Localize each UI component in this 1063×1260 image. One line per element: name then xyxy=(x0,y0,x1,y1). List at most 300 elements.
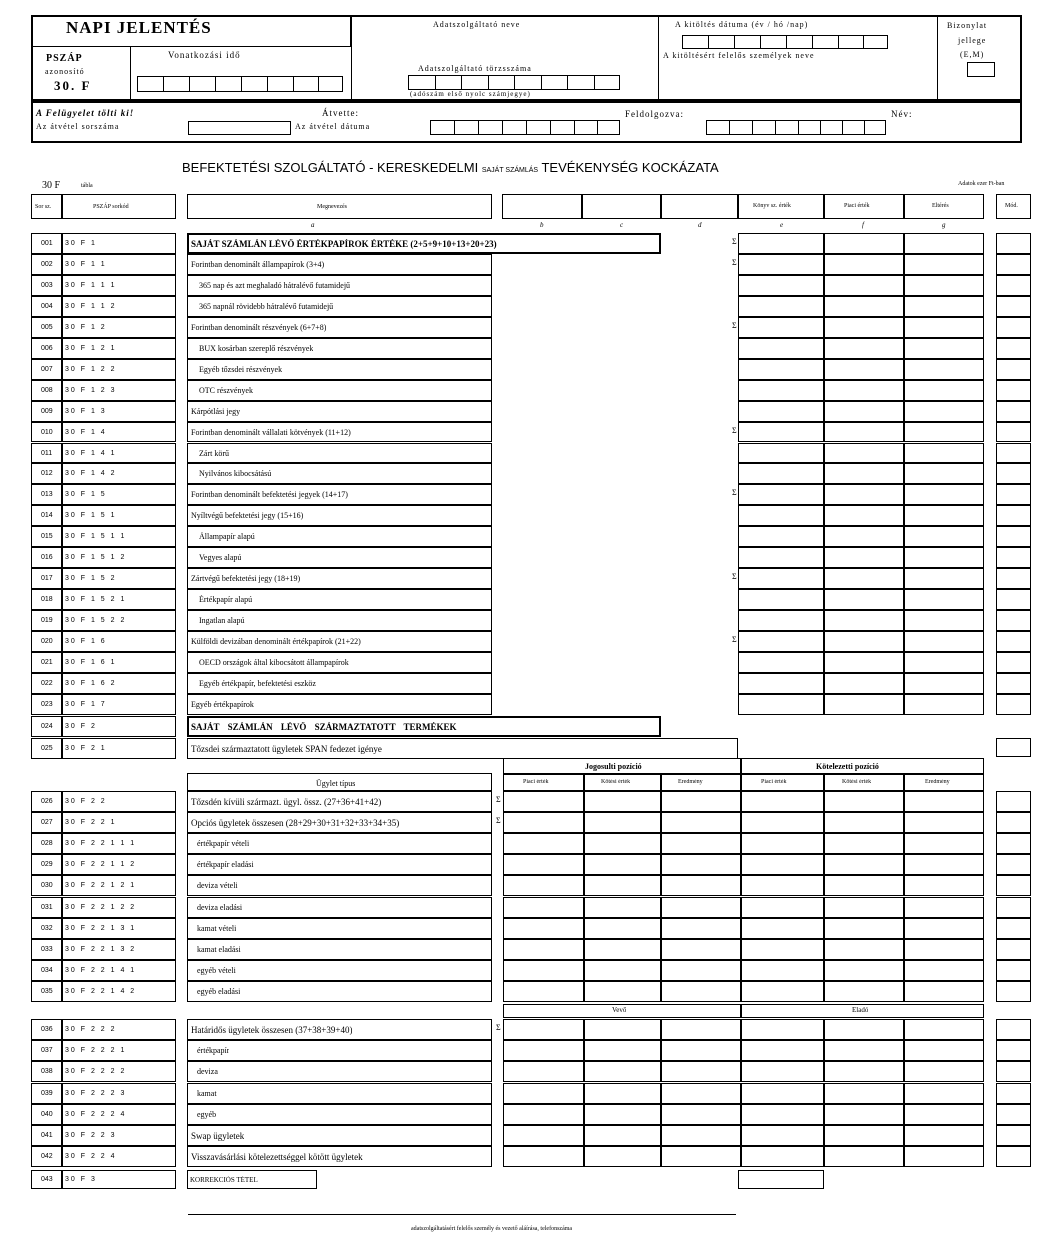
mod-input[interactable] xyxy=(996,812,1031,833)
sub-header-label: Piaci érték xyxy=(523,779,549,785)
elteres-input[interactable] xyxy=(904,484,984,505)
value-input[interactable] xyxy=(584,875,661,896)
row-number: 037 xyxy=(41,1047,53,1055)
mod-input[interactable] xyxy=(996,1061,1031,1082)
row-code: 30 F 2 2 2 3 xyxy=(65,1089,127,1097)
value-input[interactable] xyxy=(904,897,984,918)
piaci-ertek-input[interactable] xyxy=(824,401,904,422)
value-input[interactable] xyxy=(503,875,584,896)
value-input[interactable] xyxy=(503,1040,584,1061)
mod-input[interactable] xyxy=(996,897,1031,918)
mod-input[interactable] xyxy=(996,960,1031,981)
value-input[interactable] xyxy=(584,1083,661,1104)
mod-input[interactable] xyxy=(996,1146,1031,1167)
value-input[interactable] xyxy=(503,1146,584,1167)
row-label-cell xyxy=(187,1104,492,1125)
piaci-ertek-input[interactable] xyxy=(824,422,904,443)
value-input[interactable] xyxy=(584,833,661,854)
value-input[interactable] xyxy=(824,833,904,854)
value-input[interactable] xyxy=(904,1146,984,1167)
row-label: Forintban denominált részvények (6+7+8) xyxy=(191,322,327,332)
mod-input[interactable] xyxy=(996,1125,1031,1146)
value-input[interactable] xyxy=(584,1061,661,1082)
value-input[interactable] xyxy=(741,897,824,918)
row-label-cell xyxy=(187,1061,492,1082)
konyv-ertek-input[interactable] xyxy=(738,254,824,275)
value-input[interactable] xyxy=(904,981,984,1002)
value-input[interactable] xyxy=(584,1125,661,1146)
konyv-ertek-input[interactable] xyxy=(738,673,824,694)
mod-input[interactable] xyxy=(996,1083,1031,1104)
kotelezetti-label: Kötelezetti pozíció xyxy=(816,762,879,771)
value-input[interactable] xyxy=(661,875,741,896)
value-input[interactable] xyxy=(904,1104,984,1125)
row-label: Határidős ügyletek összesen (37+38+39+40) xyxy=(191,1025,353,1035)
value-input[interactable] xyxy=(824,939,904,960)
piaci-ertek-input[interactable] xyxy=(824,254,904,275)
value-input[interactable] xyxy=(503,981,584,1002)
sigma-mark: Σ xyxy=(732,425,737,435)
value-input[interactable] xyxy=(824,918,904,939)
value-input[interactable] xyxy=(904,791,984,812)
value-input[interactable] xyxy=(661,1125,741,1146)
row-number: 013 xyxy=(41,491,53,499)
row-code: 30 F 1 5 1 xyxy=(65,512,117,520)
atvetel-datuma-cells[interactable] xyxy=(430,120,620,135)
value-input[interactable] xyxy=(824,1083,904,1104)
jellege-label: jellege xyxy=(958,36,987,45)
value-input[interactable] xyxy=(584,1040,661,1061)
sub-header-label: Kötési érték xyxy=(601,779,631,785)
value-input[interactable] xyxy=(824,1040,904,1061)
value-input[interactable] xyxy=(741,1104,824,1125)
value-input[interactable] xyxy=(741,875,824,896)
row-number: 038 xyxy=(41,1068,53,1076)
row-number: 027 xyxy=(41,819,53,827)
value-input[interactable] xyxy=(503,1061,584,1082)
value-input[interactable] xyxy=(503,833,584,854)
column-letter: e xyxy=(780,221,784,229)
mod-input[interactable] xyxy=(996,568,1031,589)
torzsszam-label: Adatszolgáltató törzsszáma xyxy=(418,64,532,73)
row-code: 30 F 1 6 xyxy=(65,638,107,646)
value-input[interactable] xyxy=(824,1125,904,1146)
row-code: 30 F 1 3 xyxy=(65,407,107,415)
elteres-input[interactable] xyxy=(904,359,984,380)
row-label: Egyéb tőzsdei részvények xyxy=(199,364,283,374)
row-label: Visszavásárlási kötelezettséggel kötött ügyletek xyxy=(191,1152,363,1163)
elteres-input[interactable] xyxy=(904,463,984,484)
elteres-input[interactable] xyxy=(904,547,984,568)
sigma-mark: Σ xyxy=(732,635,737,645)
value-input[interactable] xyxy=(741,1040,824,1061)
value-input[interactable] xyxy=(661,791,741,812)
value-input[interactable] xyxy=(503,1019,584,1040)
mod-input[interactable] xyxy=(996,833,1031,854)
konyv-ertek-input[interactable] xyxy=(738,610,824,631)
signature-line xyxy=(188,1214,736,1215)
feldolgozva-label: Feldolgozva: xyxy=(625,109,684,119)
kitoltes-datuma-label: A kitöltés dátuma (év / hó /nap) xyxy=(675,20,809,29)
value-input[interactable] xyxy=(741,939,824,960)
column-letter: c xyxy=(620,221,624,229)
value-input[interactable] xyxy=(661,960,741,981)
elteres-input[interactable] xyxy=(904,275,984,296)
row-code: 30 F 3 xyxy=(65,1176,97,1183)
konyv-ertek-input[interactable] xyxy=(738,505,824,526)
value-input[interactable] xyxy=(503,918,584,939)
elteres-input[interactable] xyxy=(904,631,984,652)
value-input[interactable] xyxy=(904,1125,984,1146)
felugyelet-label: A Felügyelet tölti ki! xyxy=(36,108,135,118)
konyv-ertek-input[interactable] xyxy=(738,401,824,422)
value-input[interactable] xyxy=(584,939,661,960)
row-code: 30 F 1 7 xyxy=(65,700,107,708)
row-label-cell xyxy=(187,1040,492,1061)
value-input[interactable] xyxy=(661,981,741,1002)
value-input[interactable] xyxy=(661,918,741,939)
konyv-ertek-input[interactable] xyxy=(738,275,824,296)
row-label: Egyéb értékpapírok xyxy=(191,699,254,709)
form-code: 30. F xyxy=(54,78,92,93)
value-input[interactable] xyxy=(824,791,904,812)
value-input[interactable] xyxy=(741,833,824,854)
mod-input[interactable] xyxy=(996,338,1031,359)
mod-input[interactable] xyxy=(996,981,1031,1002)
elado-label: Eladó xyxy=(852,1006,869,1014)
mod-input[interactable] xyxy=(996,791,1031,812)
value-input[interactable] xyxy=(741,1125,824,1146)
elteres-input[interactable] xyxy=(904,380,984,401)
mod-input[interactable] xyxy=(996,673,1031,694)
piaci-ertek-input[interactable] xyxy=(824,610,904,631)
elteres-input[interactable] xyxy=(904,254,984,275)
row-code: 30 F 1 2 1 xyxy=(65,344,117,352)
row-code: 30 F 1 6 1 xyxy=(65,659,117,666)
value-input[interactable] xyxy=(824,854,904,875)
konyv-ertek-input[interactable] xyxy=(738,443,824,464)
konyv-ertek-input[interactable] xyxy=(738,631,824,652)
piaci-ertek-input[interactable] xyxy=(824,296,904,317)
mod-input[interactable] xyxy=(996,317,1031,338)
mod-input[interactable] xyxy=(996,484,1031,505)
elteres-input[interactable] xyxy=(904,505,984,526)
value-input[interactable] xyxy=(741,1061,824,1082)
value-input[interactable] xyxy=(503,791,584,812)
konyv-ertek-input[interactable] xyxy=(738,380,824,401)
value-input[interactable] xyxy=(503,812,584,833)
mod-input[interactable] xyxy=(996,359,1031,380)
value-input[interactable] xyxy=(661,812,741,833)
value-input[interactable] xyxy=(741,812,824,833)
value-input[interactable] xyxy=(741,1019,824,1040)
mod-input[interactable] xyxy=(996,939,1031,960)
konyv-ertek-input[interactable] xyxy=(738,484,824,505)
col-header-c xyxy=(582,194,661,219)
row-number: 034 xyxy=(41,966,53,974)
report-title-part2: TEVÉKENYSÉG KOCKÁZATA xyxy=(541,160,719,175)
value-input[interactable] xyxy=(824,1104,904,1125)
mod-input[interactable] xyxy=(996,380,1031,401)
konyv-ertek-input[interactable] xyxy=(738,568,824,589)
row-code: 30 F 1 2 3 xyxy=(65,386,117,394)
mod-input[interactable] xyxy=(996,610,1031,631)
mod-input[interactable] xyxy=(996,631,1031,652)
value-input[interactable] xyxy=(824,1019,904,1040)
piaci-ertek-input[interactable] xyxy=(824,275,904,296)
konyv-ertek-input[interactable] xyxy=(738,296,824,317)
piaci-ertek-input[interactable] xyxy=(824,463,904,484)
row-label: Swap ügyletek xyxy=(191,1131,245,1141)
row-code: 30 F 1 1 1 xyxy=(65,281,117,289)
sub-header-label: Kötési érték xyxy=(842,779,872,785)
row-code: 30 F 1 5 1 2 xyxy=(65,554,127,562)
value-input[interactable] xyxy=(584,1019,661,1040)
mod-input[interactable] xyxy=(996,652,1031,673)
value-input[interactable] xyxy=(661,1146,741,1167)
row-label: 365 napnál rövidebb hátralévő futamidejű xyxy=(199,301,334,311)
mod-input[interactable] xyxy=(996,233,1031,254)
col-elteres-label: Eltérés xyxy=(932,203,949,209)
elteres-input[interactable] xyxy=(904,610,984,631)
column-letter: a xyxy=(311,221,315,229)
mod-input[interactable] xyxy=(996,275,1031,296)
value-input[interactable] xyxy=(661,1061,741,1082)
value-input[interactable] xyxy=(661,1019,741,1040)
value-input[interactable] xyxy=(584,960,661,981)
piaci-ertek-input[interactable] xyxy=(824,568,904,589)
piaci-ertek-input[interactable] xyxy=(824,338,904,359)
value-input[interactable] xyxy=(503,960,584,981)
konyv-ertek-input[interactable] xyxy=(738,463,824,484)
atvetel-sorszama-field[interactable] xyxy=(188,121,291,135)
value-input[interactable] xyxy=(904,1019,984,1040)
value-input[interactable] xyxy=(741,791,824,812)
table-word: tábla xyxy=(81,183,93,189)
jogosulti-label: Jogosulti pozíció xyxy=(585,762,642,771)
value-input[interactable] xyxy=(584,854,661,875)
value-input[interactable] xyxy=(904,960,984,981)
piaci-ertek-input[interactable] xyxy=(824,233,904,254)
mod-input[interactable] xyxy=(996,875,1031,896)
row-number: 012 xyxy=(41,470,53,478)
konyv-ertek-input[interactable] xyxy=(738,694,824,715)
mod-input[interactable] xyxy=(996,1104,1031,1125)
konyv-ertek-input[interactable] xyxy=(738,422,824,443)
kitoltes-datuma-cells[interactable] xyxy=(682,35,888,49)
elteres-input[interactable] xyxy=(904,317,984,338)
value-input[interactable] xyxy=(741,1083,824,1104)
value-input[interactable] xyxy=(741,960,824,981)
korrekcios-input[interactable] xyxy=(738,1170,824,1189)
row-code: 30 F 2 2 2 xyxy=(65,1026,117,1033)
value-input[interactable] xyxy=(824,875,904,896)
value-input[interactable] xyxy=(904,854,984,875)
mod-input[interactable] xyxy=(996,401,1031,422)
konyv-ertek-input[interactable] xyxy=(738,589,824,610)
mod-input[interactable] xyxy=(996,694,1031,715)
sigma-mark: Σ xyxy=(732,572,737,582)
report-title xyxy=(182,161,719,174)
value-input[interactable] xyxy=(661,1104,741,1125)
row-number: 003 xyxy=(41,281,53,289)
ugylet-tipus-label: Ügylet típus xyxy=(316,779,356,788)
row-code: 30 F 2 2 2 4 xyxy=(65,1110,127,1118)
value-input[interactable] xyxy=(824,981,904,1002)
elteres-input[interactable] xyxy=(904,401,984,422)
vonatkozasi-ido-cells[interactable] xyxy=(137,76,343,92)
value-input[interactable] xyxy=(584,812,661,833)
torzsszam-cells[interactable] xyxy=(408,75,620,90)
value-input[interactable] xyxy=(584,1104,661,1125)
feldolgozva-cells[interactable] xyxy=(706,120,886,135)
konyv-ertek-input[interactable] xyxy=(738,359,824,380)
row-code: 30 F 2 2 1 1 1 xyxy=(65,840,137,848)
mod-input[interactable] xyxy=(996,463,1031,484)
value-input[interactable] xyxy=(824,1061,904,1082)
elteres-input[interactable] xyxy=(904,526,984,547)
konyv-ertek-input[interactable] xyxy=(738,547,824,568)
value-input[interactable] xyxy=(824,812,904,833)
row-number: 005 xyxy=(41,323,53,331)
elteres-input[interactable] xyxy=(904,296,984,317)
piaci-ertek-input[interactable] xyxy=(824,484,904,505)
value-input[interactable] xyxy=(904,812,984,833)
report-title-small: SAJÁT SZÁMLÁS xyxy=(481,167,539,174)
value-input[interactable] xyxy=(904,939,984,960)
row-code: 30 F 2 2 4 xyxy=(65,1153,117,1161)
row-code: 30 F 1 4 xyxy=(65,428,107,436)
elteres-input[interactable] xyxy=(904,694,984,715)
elteres-input[interactable] xyxy=(904,673,984,694)
value-input[interactable] xyxy=(904,918,984,939)
elteres-input[interactable] xyxy=(904,568,984,589)
row-label: Forintban denominált vállalati kötvények (11+12) xyxy=(191,427,351,437)
piaci-ertek-input[interactable] xyxy=(824,589,904,610)
value-input[interactable] xyxy=(904,1061,984,1082)
value-input[interactable] xyxy=(904,1040,984,1061)
value-input[interactable] xyxy=(741,854,824,875)
value-input[interactable] xyxy=(503,1125,584,1146)
row-label: Értékpapír alapú xyxy=(199,595,253,605)
konyv-ertek-input[interactable] xyxy=(738,526,824,547)
mod-input[interactable] xyxy=(996,526,1031,547)
mod-input[interactable] xyxy=(996,422,1031,443)
row-number: 040 xyxy=(41,1110,53,1118)
mod-input[interactable] xyxy=(996,918,1031,939)
piaci-ertek-input[interactable] xyxy=(824,380,904,401)
value-input[interactable] xyxy=(503,854,584,875)
value-input[interactable] xyxy=(741,1146,824,1167)
row-number: 016 xyxy=(41,554,53,562)
value-input[interactable] xyxy=(584,1146,661,1167)
value-input[interactable] xyxy=(824,960,904,981)
piaci-ertek-input[interactable] xyxy=(824,526,904,547)
piaci-ertek-input[interactable] xyxy=(824,652,904,673)
value-input[interactable] xyxy=(661,833,741,854)
value-input[interactable] xyxy=(661,897,741,918)
value-input[interactable] xyxy=(904,833,984,854)
row-code: 30 F 2 2 xyxy=(65,798,107,805)
atvetel-sorszama-label: Az átvétel sorszáma xyxy=(36,122,120,131)
row-code: 30 F 1 4 2 xyxy=(65,470,117,478)
sigma-mark: Σ xyxy=(732,488,737,498)
value-input[interactable] xyxy=(904,1083,984,1104)
value-input[interactable] xyxy=(584,918,661,939)
mod-input[interactable] xyxy=(996,1019,1031,1040)
elteres-input[interactable] xyxy=(904,233,984,254)
value-input[interactable] xyxy=(904,875,984,896)
row-number: 008 xyxy=(41,386,53,394)
konyv-ertek-input[interactable] xyxy=(738,652,824,673)
piaci-ertek-input[interactable] xyxy=(824,673,904,694)
value-input[interactable] xyxy=(661,854,741,875)
value-input[interactable] xyxy=(584,791,661,812)
mod-input[interactable] xyxy=(996,547,1031,568)
sub-header-label: Eredmény xyxy=(678,779,703,785)
piaci-ertek-input[interactable] xyxy=(824,359,904,380)
mod-input[interactable] xyxy=(996,296,1031,317)
piaci-ertek-input[interactable] xyxy=(824,631,904,652)
col-sor-label: Sor sz. xyxy=(35,204,52,210)
mod-input[interactable] xyxy=(996,505,1031,526)
signature-note: adatszolgáltatásért felelős személy és vezető aláírása, telefonszáma xyxy=(411,1226,573,1232)
value-input[interactable] xyxy=(824,897,904,918)
mod-input[interactable] xyxy=(996,1040,1031,1061)
elteres-input[interactable] xyxy=(904,338,984,359)
elteres-input[interactable] xyxy=(904,422,984,443)
konyv-ertek-input[interactable] xyxy=(738,233,824,254)
piaci-ertek-input[interactable] xyxy=(824,317,904,338)
value-input[interactable] xyxy=(824,1146,904,1167)
row-number: 002 xyxy=(41,260,53,268)
row-code: 30 F 1 6 2 xyxy=(65,679,117,687)
mod-input[interactable] xyxy=(996,254,1031,275)
konyv-ertek-input[interactable] xyxy=(738,338,824,359)
piaci-ertek-input[interactable] xyxy=(824,547,904,568)
value-input[interactable] xyxy=(503,939,584,960)
value-input[interactable] xyxy=(503,1083,584,1104)
col-konyv-label: Könyv sz. érték xyxy=(753,203,791,209)
bizonylat-em-label: (E,M) xyxy=(960,50,985,59)
value-input[interactable] xyxy=(503,1104,584,1125)
elteres-input[interactable] xyxy=(904,443,984,464)
value-input[interactable] xyxy=(741,981,824,1002)
value-input[interactable] xyxy=(584,897,661,918)
row-label: Ingatlan alapú xyxy=(199,616,245,626)
elteres-input[interactable] xyxy=(904,589,984,610)
mod-input[interactable] xyxy=(996,738,1031,757)
mod-input[interactable] xyxy=(996,443,1031,464)
bizonylat-jellege-field[interactable] xyxy=(967,62,995,77)
mod-input[interactable] xyxy=(996,589,1031,610)
row-label-cell xyxy=(187,443,492,464)
piaci-ertek-input[interactable] xyxy=(824,694,904,715)
piaci-ertek-input[interactable] xyxy=(824,505,904,526)
value-input[interactable] xyxy=(661,1083,741,1104)
value-input[interactable] xyxy=(661,1040,741,1061)
value-input[interactable] xyxy=(584,981,661,1002)
piaci-ertek-input[interactable] xyxy=(824,443,904,464)
value-input[interactable] xyxy=(661,939,741,960)
konyv-ertek-input[interactable] xyxy=(738,317,824,338)
row-code: 30 F 2 xyxy=(65,723,97,730)
value-input[interactable] xyxy=(741,918,824,939)
elteres-input[interactable] xyxy=(904,652,984,673)
value-input[interactable] xyxy=(503,897,584,918)
mod-input[interactable] xyxy=(996,854,1031,875)
adatszolgaltato-neve-label: Adatszolgáltató neve xyxy=(433,20,521,29)
